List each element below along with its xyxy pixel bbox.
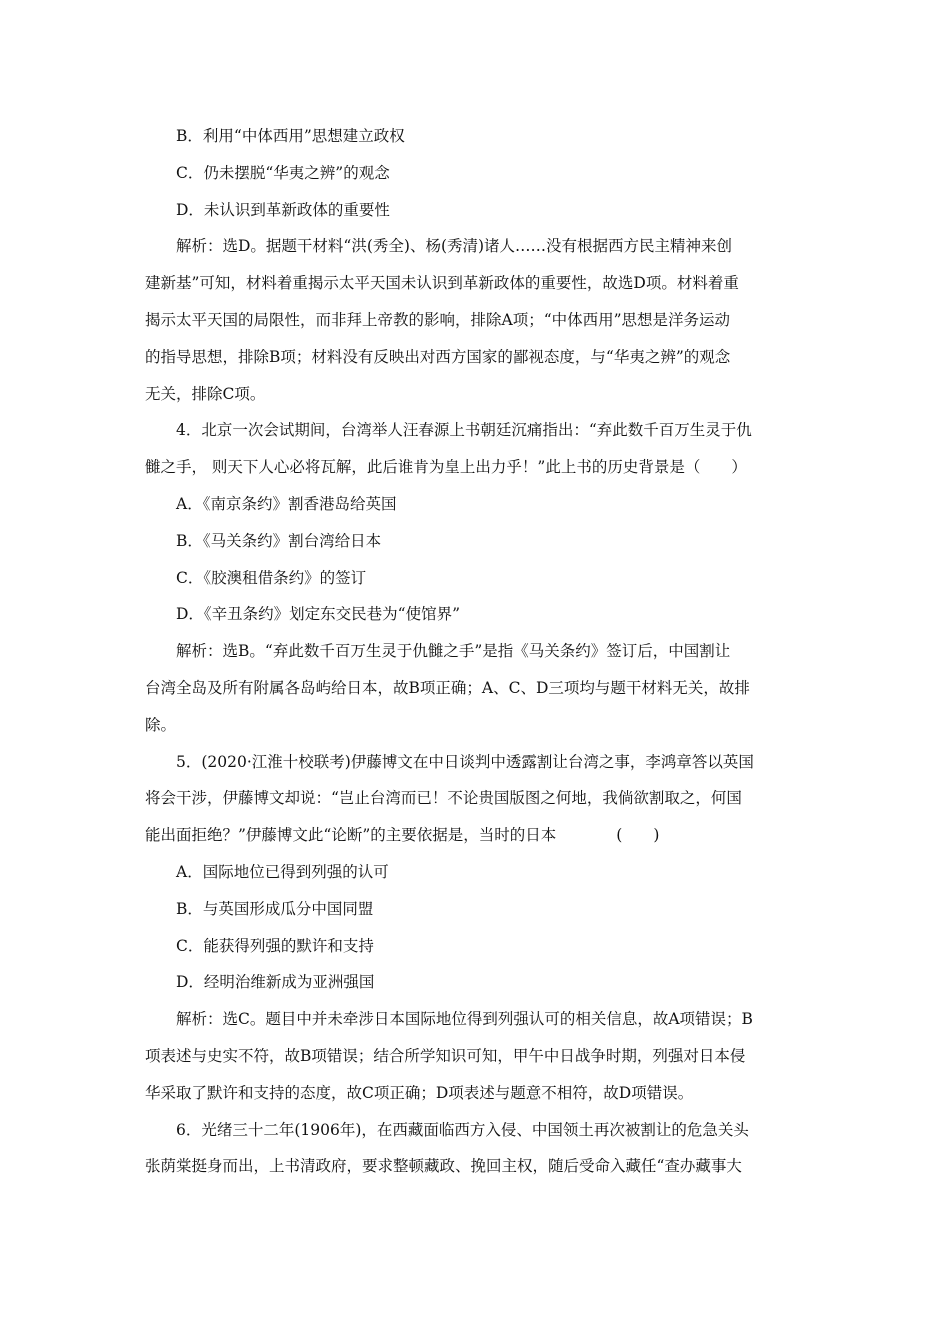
q5-stem-line: 将会干涉，伊藤博文却说：“岂止台湾而已！不论贵国版图之何地，我倘欲割取之，何国 bbox=[145, 789, 742, 808]
q4-analysis-line: 除。 bbox=[145, 715, 177, 734]
q3-option-c: C．仍未摆脱“华夷之辨”的观念 bbox=[176, 163, 390, 182]
q3-analysis-line: 无关，排除C项。 bbox=[145, 384, 266, 403]
q5-analysis-line: 解析：选C。题目中并未牵涉日本国际地位得到列强认可的相关信息，故A项错误；B bbox=[176, 1010, 753, 1029]
q5-option-d: D．经明治维新成为亚洲强国 bbox=[176, 973, 375, 992]
q5-stem-line: 5．(2020·江淮十校联考)伊藤博文在中日谈判中透露割让台湾之事，李鸿章答以英国 bbox=[176, 752, 754, 771]
q5-option-b: B．与英国形成瓜分中国同盟 bbox=[176, 899, 374, 918]
q6-stem-line: 张荫棠挺身而出，上书清政府，要求整顿藏政、挽回主权，随后受命入藏任“查办藏事大 bbox=[145, 1157, 742, 1176]
q4-stem-line: 雠之手， 则天下人心必将瓦解，此后谁肯为皇上出力乎！”此上书的历史背景是（ ） bbox=[145, 458, 747, 477]
q5-analysis-line: 项表述与史实不符，故B项错误；结合所学知识可知，甲午中日战争时期，列强对日本侵 bbox=[145, 1046, 746, 1065]
q6-stem-line: 6．光绪三十二年(1906年)，在西藏面临西方入侵、中国领土再次被割让的危急关头 bbox=[176, 1120, 749, 1139]
question-text-body bbox=[145, 118, 810, 1185]
q3-analysis-line: 建新基”可知，材料着重揭示太平天国未认识到革新政体的重要性，故选D项。材料着重 bbox=[145, 274, 739, 293]
answer-blank: ( ) bbox=[616, 826, 660, 845]
q4-stem-line: 4．北京一次会试期间，台湾举人汪春源上书朝廷沉痛指出：“弃此数千百万生灵于仇 bbox=[176, 421, 752, 440]
q3-analysis-line: 的指导思想，排除B项；材料没有反映出对西方国家的鄙视态度，与“华夷之辨”的观念 bbox=[145, 347, 731, 366]
q3-option-d: D．未认识到革新政体的重要性 bbox=[176, 200, 390, 219]
q4-option-d: D．《辛丑条约》划定东交民巷为“使馆界” bbox=[176, 605, 461, 624]
q5-stem-line bbox=[145, 817, 810, 854]
q4-analysis-line: 解析：选B。“弃此数千百万生灵于仇雠之手”是指《马关条约》签订后，中国割让 bbox=[176, 642, 731, 661]
q5-analysis-line: 华采取了默许和支持的态度，故C项正确；D项表述与题意不相符，故D项错误。 bbox=[145, 1083, 694, 1102]
q3-analysis-line: 揭示太平天国的局限性，而非拜上帝教的影响，排除A项；“中体西用”思想是洋务运动 bbox=[145, 310, 731, 329]
q4-option-b: B．《马关条约》割台湾给日本 bbox=[176, 531, 382, 550]
q3-option-b: B．利用“中体西用”思想建立政权 bbox=[176, 127, 405, 145]
q3-analysis-line: 解析：选D。据题干材料“洪(秀全)、杨(秀清)诸人……没有根据西方民主精神来创 bbox=[176, 237, 733, 256]
q4-option-a: A．《南京条约》割香港岛给英国 bbox=[176, 494, 397, 513]
q5-option-c: C．能获得列强的默许和支持 bbox=[176, 936, 374, 955]
q5-stem-text: 能出面拒绝？”伊藤博文此“论断”的主要依据是，当时的日本 bbox=[145, 826, 557, 845]
q5-option-a: A．国际地位已得到列强的认可 bbox=[176, 862, 389, 881]
q4-option-c: C．《胶澳租借条约》的签订 bbox=[176, 568, 367, 587]
q4-analysis-line: 台湾全岛及所有附属各岛屿给日本，故B项正确；A、C、D三项均与题干材料无关，故排 bbox=[145, 678, 750, 697]
